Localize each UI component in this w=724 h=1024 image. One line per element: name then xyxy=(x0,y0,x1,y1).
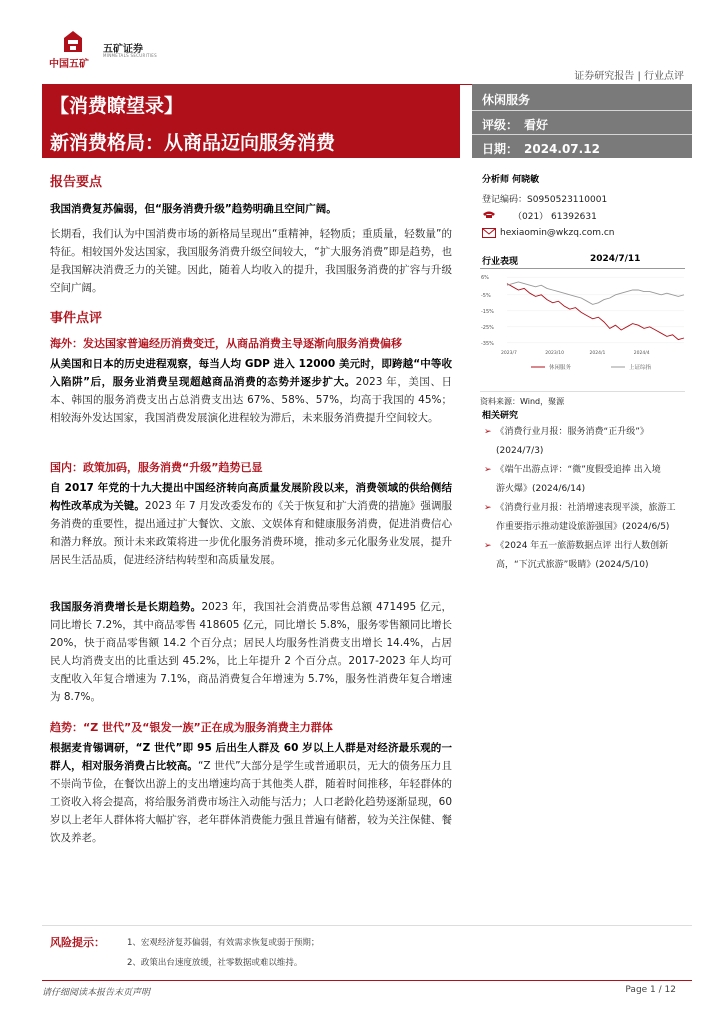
sidebar-header xyxy=(472,84,692,158)
related-title: 相关研究 xyxy=(482,411,519,421)
related-item-1[interactable]: ➢ 《消费行业月报：服务消费“正升级”》 (2024/7/3) xyxy=(484,427,649,456)
email-icon xyxy=(482,228,496,238)
logo-subtitle: 五矿证券 xyxy=(103,44,143,55)
related-item-4[interactable]: ➢ 《2024 年五一旅游数据点评 出行人数创新 高，“下沉式旅游”吸睛》(2024/5/10) xyxy=(484,541,669,570)
trend-paragraph: 根据麦肯锡调研，“Z 世代”即 95 后出生人群及 60 岁以上人群是对经济最乐观的一群人，相对服务消费占比较高。“Z 世代”大部分是学生或普通职员，无大的债务压力且不崇尚节俭，在餐饮出游上的支出增速均高于其他类人群，随着时间推移，年轻群体的工资收入将会提高，将给服务消费市场注入动能与活力；人口老龄化趋势逐渐显现，60 岁以上老年人群体将大幅扩容，老年群体消费能力强且普遍有储蓄，较为关注保健、餐饮及养老。 xyxy=(50,742,452,844)
date-value: 2024.07.12 xyxy=(524,142,600,156)
phone-icon xyxy=(482,210,496,219)
analyst-name: 分析师 何晓敏 xyxy=(482,175,540,185)
related-item-2[interactable]: ➢ 《端午出游点评：“微”度假受追捧 出入境 游火爆》(2024/6/14) xyxy=(484,465,661,494)
related-item-3[interactable]: ➢ 《消费行业月报：社消增速表现平淡，旅游工 作重要指示推动建设旅游强国》(2024/6/5) xyxy=(484,503,676,532)
subheading-domestic: 国内：政策加码，服务消费“升级”趋势已显 xyxy=(50,461,263,474)
logo-brand: 中国五矿 xyxy=(49,59,89,70)
legend-label: 休闲服务 xyxy=(549,365,572,371)
domestic-paragraph: 自 2017 年党的十九大提出中国经济转向高质量发展阶段以来，消费领域的供给侧结构性改革成为关键。2023 年 7 月发改委发布的《关于恢复和扩大消费的措施》强调服务消费的重要性，提出通过扩大餐饮、文旅、文娱体育和健康服务消费，促进消费信心和潜力释放。预计未来政策将进一步优化服务消费环境，推动多元化服务业发展，提升居民生活品质，促进经济结构转型和高质量发展。 xyxy=(50,482,453,566)
x-tick-label: 2024/4 xyxy=(633,351,650,356)
summary-paragraph: 长期看，我们认为中国消费市场的新格局呈现出“重精神，轻物质；重质量，轻数量”的特征。相较国外发达国家，我国服务消费升级空间较大，“扩大服务消费”即是趋势，也是我国解决消费乏力的关键。因此，随着人均收入的提升，我国服务消费的扩容与升级空间广阔。 xyxy=(50,228,452,294)
growth-paragraph: 我国服务消费增长是长期趋势。2023 年，我国社会消费品零售总额 471495 亿元，同比增长 7.2%，其中商品零售 418605 亿元，同比增长 5.8%，服务零售额同比增长 20%，快于商品零售额 14.2 个百分点；居民人均服务性消费支出增长 14.4%，占居民人均消费支出的比重达到 45.2%，比上年提升 2 个百分点。2017-2023 年人均可支配收入年复合增速为 7.1%，商品消费复合年增速为 5.7%，服务性消费年复合增速为 8.7%。 xyxy=(50,601,452,703)
y-tick-label: -5% xyxy=(481,292,491,299)
footer-divider xyxy=(42,980,692,981)
y-tick-label: 6% xyxy=(481,275,489,282)
rating-row: 评级： 看好 xyxy=(482,118,549,132)
chart-title: 行业表现 xyxy=(482,257,519,267)
report-series-title: 【消费瞭望录】 xyxy=(50,95,184,117)
chart-date: 2024/7/11 xyxy=(590,254,641,264)
performance-chart xyxy=(479,268,689,378)
footer-disclaimer: 请仔细阅读本报告末页声明 xyxy=(42,988,151,998)
registration: 登记编码：S0950523110001 xyxy=(482,195,608,205)
risk-item-2: 2、政策出台速度放缓，社零数据或难以维持。 xyxy=(127,958,303,968)
report-title: 新消费格局：从商品迈向服务消费 xyxy=(50,132,336,154)
chart-source: 资料来源：Wind，聚源 xyxy=(480,397,565,406)
x-tick-label: 2024/1 xyxy=(589,351,606,356)
summary-lead: 我国消费复苏偏弱，但“服务消费升级”趋势明确且空间广阔。 xyxy=(50,203,337,215)
subheading-trend: 趋势：“Z 世代”及“银发一族”正在成为服务消费主力群体 xyxy=(50,721,333,734)
risk-label: 风险提示： xyxy=(50,936,105,949)
section-report-highlights: 报告要点 xyxy=(50,175,103,190)
email-address[interactable]: hexiaomin@wkzq.com.cn xyxy=(500,228,615,238)
company-logo-icon xyxy=(62,30,84,54)
phone-number: （021） 61392631 xyxy=(513,212,597,222)
series-line xyxy=(507,284,684,340)
logo-english: MINMETALS SECURITIES xyxy=(103,53,157,58)
risk-item-1: 1、宏观经济复苏偏弱，有效需求恢复或弱于预期； xyxy=(127,938,320,948)
date-row: 日期： 2024.07.12 xyxy=(482,142,600,156)
x-tick-label: 2023/10 xyxy=(545,351,564,356)
rating-value: 看好 xyxy=(524,118,549,132)
industry-name: 休闲服务 xyxy=(482,93,531,107)
series-line xyxy=(507,282,684,304)
section-event-review: 事件点评 xyxy=(50,311,103,326)
subheading-overseas: 海外：发达国家普遍经历消费变迁，从商品消费主导逐渐向服务消费偏移 xyxy=(50,337,402,350)
legend-label: 上证综指 xyxy=(629,365,652,371)
x-tick-label: 2023/7 xyxy=(501,351,517,356)
overseas-paragraph: 从美国和日本的历史进程观察，每当人均 GDP 进入 12000 美元时，即跨越“中等收入陷阱”后，服务业消费呈现超越商品消费的态势并逐步扩大。2023 年，美国、日本、韩国的服务消费支出占总消费支出达 67%、58%、57%，均高于我国的 45%；相较海外发达国家，我国消费发展演化进程较为滞后，未来服务消费提升空间较大。 xyxy=(50,358,453,424)
report-category: 证券研究报告 | 行业点评 xyxy=(574,71,684,82)
y-tick-label: -35% xyxy=(481,340,494,347)
y-tick-label: -15% xyxy=(481,308,494,315)
y-tick-label: -25% xyxy=(481,324,494,331)
page-number: Page 1 / 12 xyxy=(625,985,676,995)
